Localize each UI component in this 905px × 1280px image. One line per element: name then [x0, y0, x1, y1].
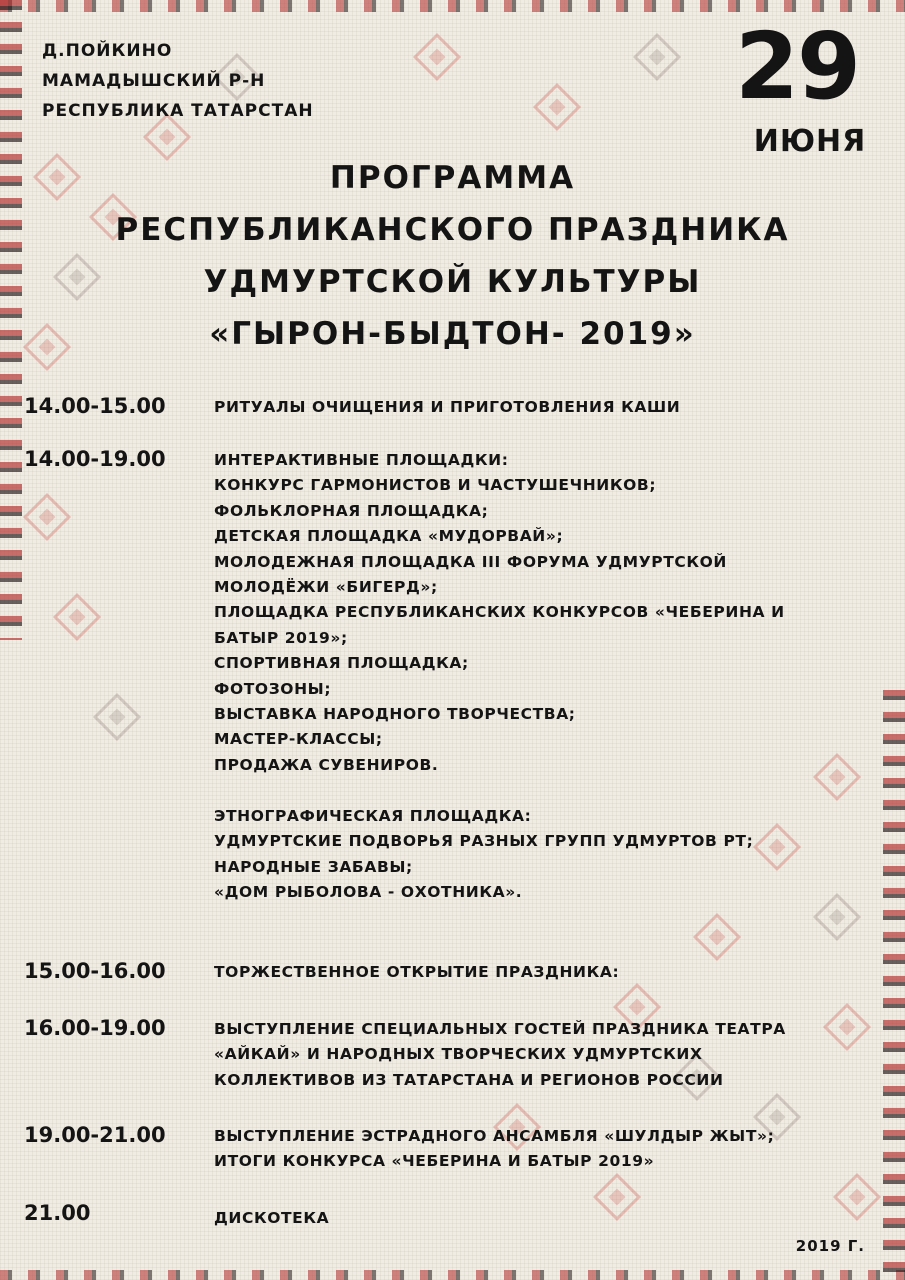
location-village: Д.ПОЙКИНО: [42, 41, 173, 61]
embroidery-motif-icon: [23, 493, 71, 541]
schedule-description: [214, 395, 874, 420]
embroidery-motif-icon: [413, 33, 461, 81]
description-line: ДИСКОТЕКА: [214, 1209, 330, 1227]
description-line: УДМУРТСКИЕ ПОДВОРЬЯ РАЗНЫХ ГРУПП УДМУРТОВ РТ;: [214, 832, 754, 851]
schedule-description: [214, 448, 874, 905]
schedule-description: [214, 1124, 874, 1175]
description-line: ФОЛЬКЛОРНАЯ ПЛОЩАДКА;: [214, 501, 489, 520]
embroidery-motif-icon: [53, 593, 101, 641]
schedule-time: 16.00-19.00: [24, 1016, 166, 1040]
ornament-border-right: [883, 690, 905, 1280]
description-line: ИНТЕРАКТИВНЫЕ ПЛОЩАДКИ:: [214, 451, 509, 469]
description-line: ПЛОЩАДКА РЕСПУБЛИКАНСКИХ КОНКУРСОВ «ЧЕБЕРИНА И: [214, 603, 785, 622]
embroidery-motif-icon: [93, 693, 141, 741]
description-line: «АЙКАЙ» И НАРОДНЫХ ТВОРЧЕСКИХ УДМУРТСКИХ: [214, 1045, 703, 1064]
date-month: ИЮНЯ: [753, 124, 867, 159]
description-line: ВЫСТАВКА НАРОДНОГО ТВОРЧЕСТВА;: [214, 705, 576, 724]
event-location: [42, 36, 314, 126]
program-title: [40, 152, 865, 360]
description-line: ДЕТСКАЯ ПЛОЩАДКА «МУДОРВАЙ»;: [214, 527, 564, 546]
schedule-time: 15.00-16.00: [24, 959, 166, 983]
description-line: МАСТЕР-КЛАССЫ;: [214, 730, 383, 749]
schedule-description: [214, 960, 874, 985]
date-day: 29: [734, 13, 860, 120]
embroidery-motif-icon: [633, 33, 681, 81]
title-line: УДМУРТСКОЙ КУЛЬТУРЫ: [203, 264, 702, 300]
description-line: ВЫСТУПЛЕНИЕ ЭСТРАДНОГО АНСАМБЛЯ «ШУЛДЫР ЖЫТ»;: [214, 1127, 775, 1145]
description-line: ФОТОЗОНЫ;: [214, 679, 332, 698]
description-line: ИТОГИ КОНКУРСА «ЧЕБЕРИНА И БАТЫР 2019»: [214, 1152, 655, 1171]
ornament-border-top: [0, 0, 905, 12]
ornament-border-left: [0, 0, 22, 640]
title-line: ПРОГРАММА: [329, 160, 576, 196]
schedule-time: 14.00-19.00: [24, 447, 166, 471]
schedule-description: [214, 1017, 874, 1093]
title-line: «ГЫРОН-БЫДТОН- 2019»: [209, 316, 696, 352]
schedule-time: 19.00-21.00: [24, 1123, 166, 1147]
location-republic: РЕСПУБЛИКА ТАТАРСТАН: [42, 101, 314, 121]
footer-year: 2019 Г.: [795, 1237, 865, 1255]
description-spacer: [214, 778, 874, 803]
description-line: ЭТНОГРАФИЧЕСКАЯ ПЛОЩАДКА:: [214, 806, 532, 825]
embroidery-motif-icon: [693, 913, 741, 961]
description-line: ПРОДАЖА СУВЕНИРОВ.: [214, 755, 439, 774]
description-line: КОЛЛЕКТИВОВ ИЗ ТАТАРСТАНА И РЕГИОНОВ РОССИИ: [214, 1070, 724, 1089]
description-line: «ДОМ РЫБОЛОВА - ОХОТНИКА».: [214, 882, 523, 901]
embroidery-motif-icon: [533, 83, 581, 131]
description-line: МОЛОДЁЖИ «БИГЕРД»;: [214, 578, 438, 597]
description-line: МОЛОДЕЖНАЯ ПЛОЩАДКА III ФОРУМА УДМУРТСКОЙ: [214, 552, 727, 571]
schedule-description: [214, 1206, 874, 1231]
location-district: МАМАДЫШСКИЙ Р-Н: [42, 71, 266, 91]
description-line: СПОРТИВНАЯ ПЛОЩАДКА;: [214, 654, 469, 673]
description-line: ВЫСТУПЛЕНИЕ СПЕЦИАЛЬНЫХ ГОСТЕЙ ПРАЗДНИКА ТЕАТРА: [214, 1020, 786, 1038]
title-line: РЕСПУБЛИКАНСКОГО ПРАЗДНИКА: [115, 212, 790, 248]
description-line: РИТУАЛЫ ОЧИЩЕНИЯ И ПРИГОТОВЛЕНИЯ КАШИ: [214, 398, 681, 416]
ornament-border-bottom: [0, 1270, 905, 1280]
description-line: БАТЫР 2019»;: [214, 628, 348, 647]
description-line: КОНКУРС ГАРМОНИСТОВ И ЧАСТУШЕЧНИКОВ;: [214, 476, 657, 495]
description-line: НАРОДНЫЕ ЗАБАВЫ;: [214, 857, 413, 876]
description-line: ТОРЖЕСТВЕННОЕ ОТКРЫТИЕ ПРАЗДНИКА:: [214, 963, 620, 981]
schedule-time: 14.00-15.00: [24, 394, 166, 418]
schedule-time: 21.00: [24, 1201, 91, 1225]
